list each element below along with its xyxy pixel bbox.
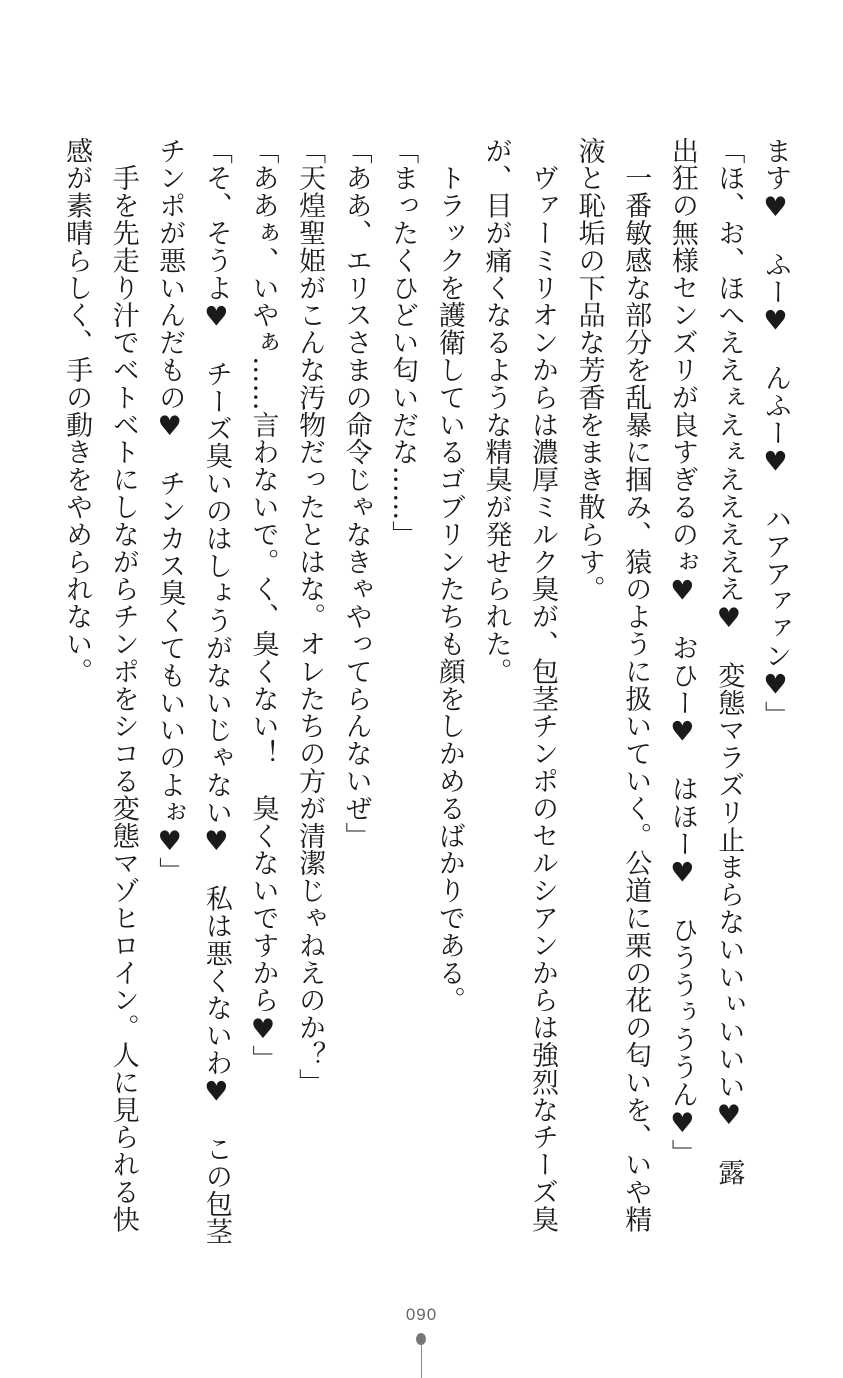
text-column: 一番敏感な部分を乱暴に掴み、猿のように扱いていく。公道に栗の花の匂いを、いや精 <box>620 137 652 1233</box>
page-number: 090 <box>405 1305 438 1324</box>
text-column: トラックを護衛しているゴブリンたちも顔をしかめるばかりである。 <box>433 137 465 1014</box>
text-column: ます♥ ふー♥ んふー♥ ハアアァァン♥」 <box>760 137 791 729</box>
text-column: チンポが悪いんだもの♥ チンカス臭くてもいいのよぉ♥」 <box>154 137 186 885</box>
text-column: 「ああぁ、いやぁ……言わないで。く、臭くない！ 臭くないですから♥」 <box>247 137 279 1073</box>
text-column: 「天煌聖姫がこんな汚物だったとはな。オレたちの方が清潔じゃねえのか？」 <box>294 137 326 1096</box>
text-column: が、目が痛くなるような精臭が発せられた。 <box>480 137 512 685</box>
body-text <box>52 137 798 1245</box>
text-column: 手を先走り汁でベトベトにしながらチンポをシコる変態マゾヒロイン。人に見られる快 <box>107 137 139 1233</box>
text-column: ヴァーミリオンからは濃厚ミルク臭が、包茎チンポのセルシアンからは強烈なチーズ臭 <box>527 137 559 1233</box>
text-column: 「まったくひどい匂いだな……」 <box>387 137 419 548</box>
text-column: 「ああ、エリスさまの命令じゃなきゃやってらんないぜ」 <box>340 137 372 850</box>
text-column: 液と恥垢の下品な芳香をまき散らす。 <box>573 137 605 603</box>
text-column: 感が素晴らしく、手の動きをやめられない。 <box>61 137 93 685</box>
text-column: 「ほ、お、ほへええぇえぇえええええ♥ 変態マラズリ止まらないいぃいいい♥ 露 <box>713 137 745 1187</box>
text-column: 「そ、そうよ♥ チーズ臭いのはしょうがないじゃない♥ 私は悪くないわ♥ この包茎 <box>200 137 232 1245</box>
text-column: 出狂の無様センズリが良すぎるのぉ♥ おひー♥ はほー♥ ひううぅううん♥」 <box>666 137 698 1167</box>
page-marker-line <box>421 1343 422 1378</box>
